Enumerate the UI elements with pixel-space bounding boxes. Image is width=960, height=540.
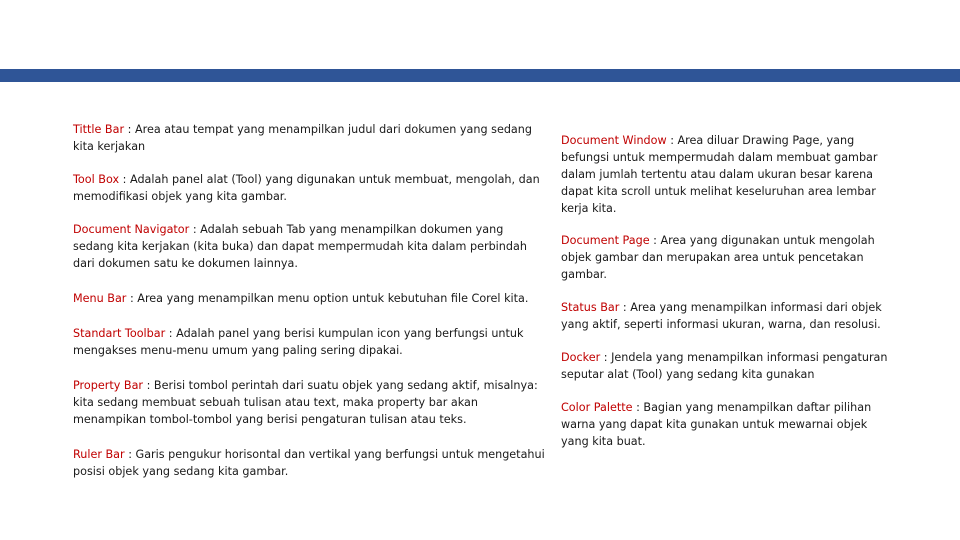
term-description: Adalah sebuah Tab yang menampilkan dokumen yang sedang kita kerjakan (kita buka) dan dapat mempermudah kita dalam perbindah dari dokumen satu ke dokumen lainnya. <box>73 223 527 270</box>
term-description: Adalah panel yang berisi kumpulan icon yang berfungsi untuk mengakses menu-menu umum yang paling sering dipakai. <box>73 327 524 357</box>
term-description: Area atau tempat yang menampilkan judul dari dokumen yang sedang kita kerjakan <box>73 123 532 153</box>
entry-property-bar: Property Bar : Berisi tombol perintah dari suatu objek yang sedang aktif, misalnya: kita sedang membuat sebuah tulisan atau text, maka property bar akan menampikan tombol-tombol yang berisi pengaturan tulisan atau teks. <box>73 379 538 426</box>
entry-document-page: Document Page : Area yang digunakan untuk mengolah objek gambar dan merupakan area untuk pencetakan gambar. <box>561 234 875 281</box>
entry-tittle-bar: Tittle Bar : Area atau tempat yang menampilkan judul dari dokumen yang sedang kita kerjakan <box>73 123 532 153</box>
entry-menu-bar: Menu Bar : Area yang menampilkan menu option untuk kebutuhan file Corel kita. <box>73 292 529 305</box>
entry-tool-box: Tool Box : Adalah panel alat (Tool) yang digunakan untuk membuat, mengolah, dan memodifikasi objek yang kita gambar. <box>73 173 540 203</box>
term-description: Area yang menampilkan informasi dari objek yang aktif, seperti informasi ukuran, warna, dan resolusi. <box>561 301 882 331</box>
term-label: Document Window <box>561 134 667 147</box>
term-label: Document Page <box>561 234 650 247</box>
entry-ruler-bar: Ruler Bar : Garis pengukur horisontal dan vertikal yang berfungsi untuk mengetahui posisi objek yang sedang kita gambar. <box>73 448 545 478</box>
term-label: Menu Bar <box>73 292 127 305</box>
term-description: Area yang menampilkan menu option untuk kebutuhan file Corel kita. <box>137 292 529 305</box>
term-label: Tool Box <box>73 173 120 186</box>
right-column <box>561 132 891 450</box>
term-label: Docker <box>561 351 601 364</box>
term-label: Tittle Bar <box>73 123 125 136</box>
entry-status-bar: Status Bar : Area yang menampilkan informasi dari objek yang aktif, seperti informasi ukuran, warna, dan resolusi. <box>561 301 882 331</box>
term-description: Jendela yang menampilkan informasi pengaturan seputar alat (Tool) yang sedang kita gunakan <box>561 351 888 381</box>
term-description: Area yang digunakan untuk mengolah objek gambar dan merupakan area untuk pencetakan gambar. <box>561 234 875 281</box>
term-description: Adalah panel alat (Tool) yang digunakan untuk membuat, mengolah, dan memodifikasi objek yang kita gambar. <box>73 173 540 203</box>
entry-document-navigator: Document Navigator : Adalah sebuah Tab yang menampilkan dokumen yang sedang kita kerjakan (kita buka) dan dapat mempermudah kita dalam perbindah dari dokumen satu ke dokumen lainnya. <box>73 223 527 270</box>
term-label: Property Bar <box>73 379 144 392</box>
entry-document-window: Document Window : Area diluar Drawing Page, yang befungsi untuk mempermudah dalam membuat gambar dalam jumlah tertentu atau dalam ukuran besar karena dapat kita scroll untuk melihat keseluruhan area lembar kerja kita. <box>561 134 878 215</box>
term-description: Garis pengukur horisontal dan vertikal yang berfungsi untuk mengetahui posisi objek yang sedang kita gambar. <box>73 448 545 478</box>
term-description: Area diluar Drawing Page, yang befungsi untuk mempermudah dalam membuat gambar dalam jumlah tertentu atau dalam ukuran besar karena dapat kita scroll untuk melihat keseluruhan area lembar kerja kita. <box>561 134 878 215</box>
term-description: Bagian yang menampilkan daftar pilihan warna yang dapat kita gunakan untuk mewarnai objek yang kita buat. <box>561 401 872 448</box>
term-label: Ruler Bar <box>73 448 125 461</box>
term-label: Status Bar <box>561 301 620 314</box>
term-label: Document Navigator <box>73 223 190 236</box>
entry-standart-toolbar: Standart Toolbar : Adalah panel yang berisi kumpulan icon yang berfungsi untuk mengakses menu-menu umum yang paling sering dipakai. <box>73 327 524 357</box>
left-column <box>73 121 545 480</box>
entry-docker: Docker : Jendela yang menampilkan informasi pengaturan seputar alat (Tool) yang sedang kita gunakan <box>561 351 888 381</box>
term-label: Standart Toolbar <box>73 327 166 340</box>
term-label: Color Palette <box>561 401 633 414</box>
entry-color-palette: Color Palette : Bagian yang menampilkan daftar pilihan warna yang dapat kita gunakan untuk mewarnai objek yang kita buat. <box>561 401 872 448</box>
term-description: Berisi tombol perintah dari suatu objek yang sedang aktif, misalnya: kita sedang membuat sebuah tulisan atau text, maka property bar akan menampikan tombol-tombol yang berisi pengaturan tulisan atau teks. <box>73 379 538 426</box>
header-band <box>0 69 960 82</box>
